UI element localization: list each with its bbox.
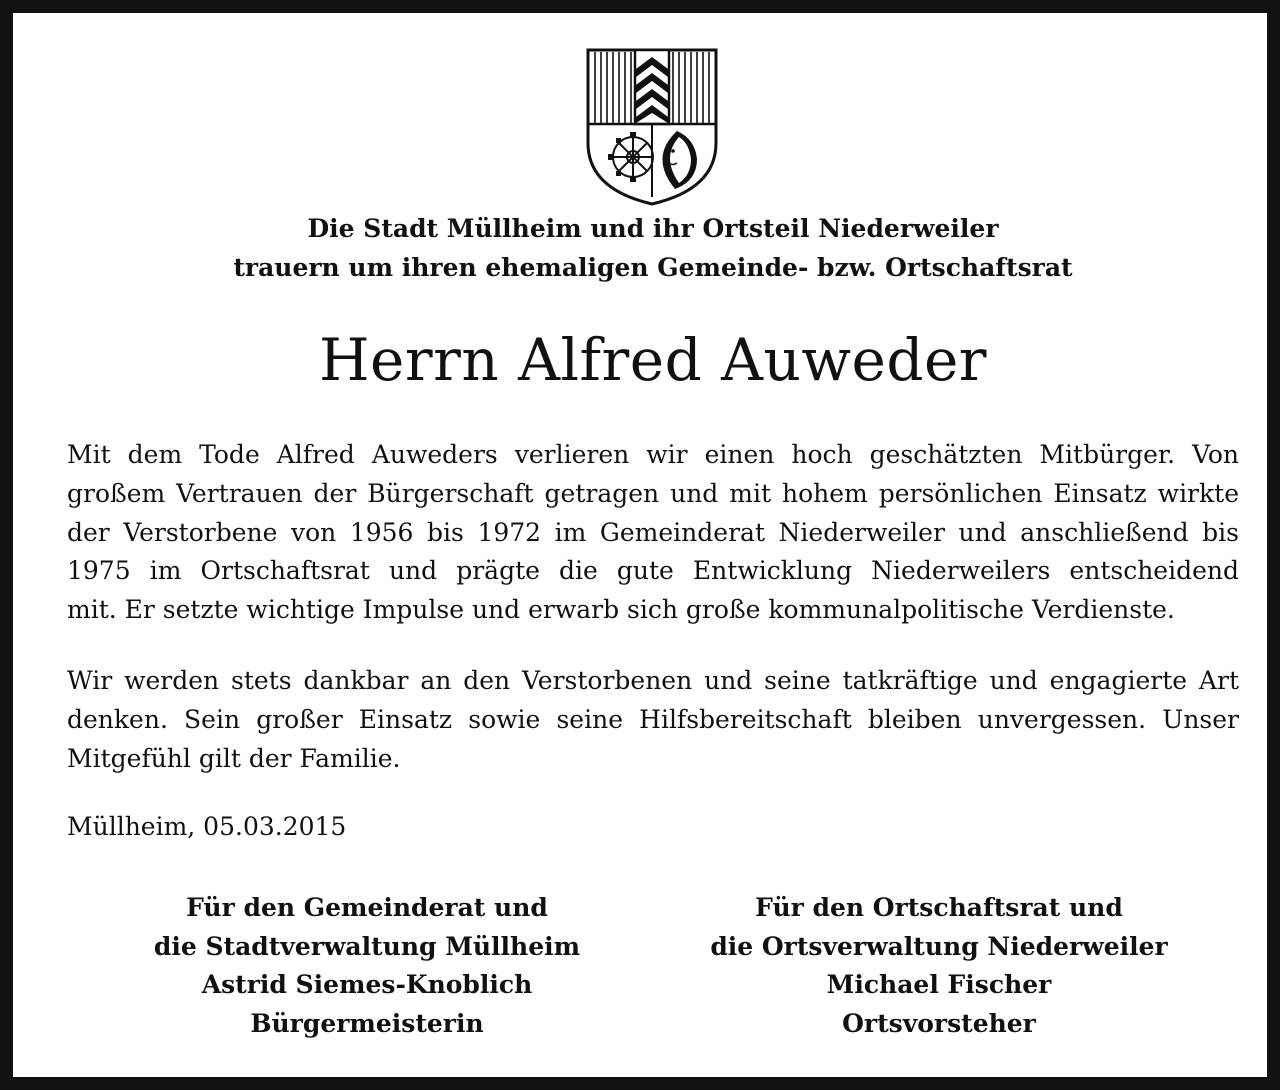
condolence-paragraph [67,662,1239,778]
signatory-name: Astrid Siemes-Knoblich [201,970,533,999]
signatory-title: Ortsvorsteher [842,1008,1036,1038]
intro-text [113,209,1193,287]
paragraph-line: Wir werden stets dankbar an den Verstorbenen und seine tatkräftige und engagierte Art [67,666,1239,695]
deceased-name: Herrn Alfred Auweder [318,326,988,394]
signature-line: Für den Gemeinderat und [186,893,548,922]
intro-line-1: Die Stadt Müllheim und ihr Ortsteil Niederweiler [307,214,999,243]
signature-line: die Ortsverwaltung Niederweiler [710,931,1168,961]
paragraph-line: denken. Sein großer Einsatz sowie seine Hilfsbereitschaft bleiben unvergessen. Unser [67,704,1239,734]
paragraph-line: großem Vertrauen der Bürgerschaft getragen und mit hohem persönlichen Einsatz wirkte [67,478,1239,508]
paragraph-line: Mitgefühl gilt der Familie. [67,743,401,773]
signatory-name: Michael Fischer [826,970,1052,999]
signatory-title: Bürgermeisterin [250,1008,484,1038]
signature-line: die Stadtverwaltung Müllheim [153,931,581,961]
coat-of-arms-icon [585,47,719,207]
paragraph-line: der Verstorbene von 1956 bis 1972 im Gemeinderat Niederweiler und anschließend bis [67,517,1239,547]
paragraph-line: mit. Er setzte wichtige Impulse und erwarb sich große kommunalpolitische Verdienste. [67,595,1175,625]
signature-block-left [117,889,617,1043]
paragraph-line: 1975 im Ortschaftsrat und prägte die gute Entwicklung Niederweilers entscheidend [67,556,1239,586]
signature-block-right [689,889,1189,1043]
intro-line-2: trauern um ihren ehemaligen Gemeinde- bzw. Ortschaftsrat [233,253,1073,282]
tribute-paragraph [67,436,1239,630]
signature-line: Für den Ortschaftsrat und [755,893,1123,922]
paragraph-line: Mit dem Tode Alfred Auweders verlieren wir einen hoch geschätzten Mitbürger. Von [67,440,1239,469]
place-date: Müllheim, 05.03.2015 [67,812,347,841]
